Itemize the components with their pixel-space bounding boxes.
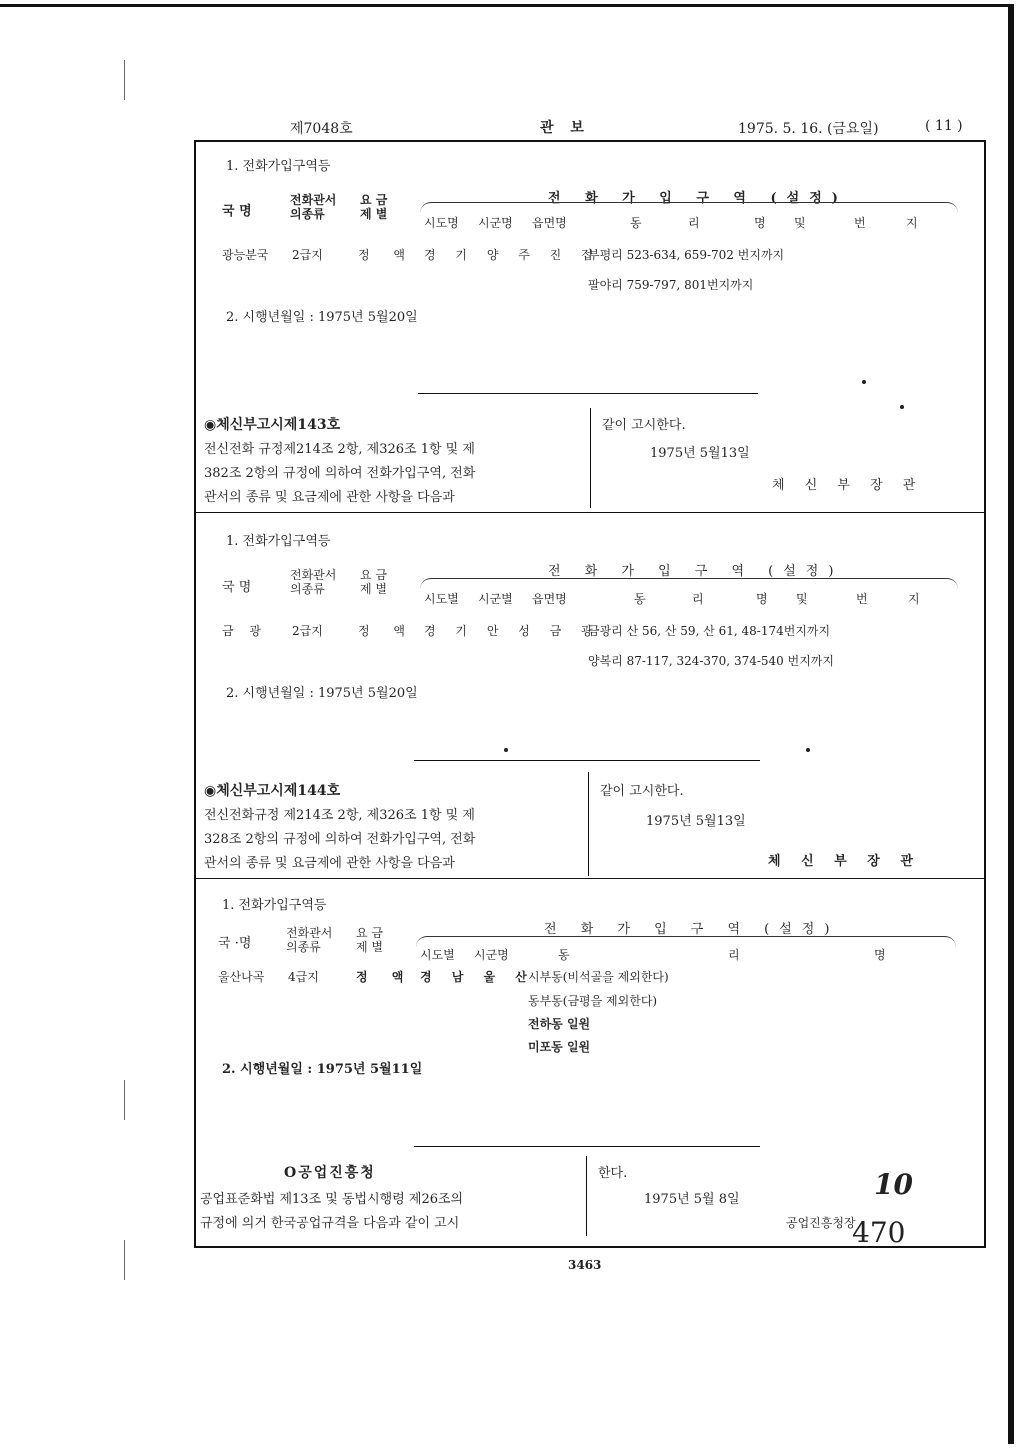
n144-row-region: 경 남 울 산 — [420, 970, 535, 984]
industry-right2: 1975년 5월 8일 — [644, 1192, 740, 1207]
n144-body3: 관서의 종류 및 요금제에 관한 사항을 다음과 — [204, 856, 455, 871]
n144-row-detail2: 동부동(금평을 제외한다) — [528, 994, 658, 1008]
s1-sub-ji: 지 — [906, 216, 918, 230]
n143-sub-sigun: 시군별 — [478, 592, 513, 606]
s1-col-fee: 요 금 제 별 — [360, 193, 388, 221]
n143-sub-dong: 동 — [634, 592, 646, 606]
n144-col-country: 국 ·명 — [218, 936, 252, 951]
s1-group-title: 전 화 가 입 구 역 (설정) — [548, 191, 848, 206]
industry-body2: 규정에 의거 한국공업규격을 다음과 같이 고시 — [200, 1216, 460, 1231]
n144-row-detail4: 미포동 일원 — [528, 1040, 591, 1054]
n144-sub-sido: 시도별 — [420, 948, 455, 962]
s1-sub-beon: 번 — [854, 216, 866, 230]
n144-row-office: 울산나곡 — [218, 970, 265, 984]
n143-body1: 전신전화 규정제214조 2항, 제326조 1항 및 제 — [204, 442, 475, 457]
industry-title: O공업진흥청 — [284, 1165, 376, 1181]
n143-sub-beon: 번 — [856, 592, 868, 606]
n144-body2: 328조 2항의 규정에 의하여 전화가입구역, 전화 — [204, 832, 476, 847]
n143-row-fee: 정 액 — [358, 624, 415, 638]
n143-item2: 2. 시행년월일 : 1975년 5월20일 — [226, 686, 418, 701]
n143-right2: 1975년 5월13일 — [650, 446, 750, 461]
n143-sub-ri: 리 — [692, 592, 704, 606]
n143-group-title: 전 화 가 입 구 역 (설정) — [548, 564, 844, 579]
n144-right1: 같이 고시한다. — [600, 784, 684, 799]
n143-row-detail1: 금광리 산 56, 산 59, 산 61, 48-174번지까지 — [588, 624, 831, 638]
s1-sub-myeong: 명 — [754, 216, 766, 230]
industry-divider — [586, 1156, 587, 1236]
n143-sub-ji: 지 — [908, 592, 920, 606]
n144-row-detail3: 전하동 일원 — [528, 1017, 591, 1031]
n144-sub-dong: 동 — [558, 948, 570, 962]
speck — [504, 748, 508, 752]
n143-right1: 같이 고시한다. — [602, 418, 686, 433]
n143-sign: 체 신 부 장 관 — [772, 478, 924, 493]
s1-item1: 1. 전화가입구역등 — [226, 159, 331, 174]
s1-sub-eup: 읍면명 — [532, 216, 567, 230]
n144-col-type: 전화관서 의종류 — [286, 926, 333, 954]
n144-item2: 2. 시행년월일 : 1975년 5월11일 — [222, 1062, 423, 1077]
footer-page-number: 3463 — [568, 1258, 602, 1272]
n143-col-fee: 요 금 제 별 — [360, 568, 387, 596]
top-edge-line — [0, 4, 1010, 7]
s1-item2: 2. 시행년월일 : 1975년 5월20일 — [226, 310, 418, 325]
n143-col-type: 전화관서 의종류 — [290, 568, 337, 596]
n144-rule — [196, 878, 984, 879]
s1-row-detail2: 팔야리 759-797, 801번지까지 — [588, 278, 754, 292]
n143-row-detail2: 양복리 87-117, 324-370, 374-540 번지까지 — [588, 654, 834, 668]
n144-sub-myeong: 명 — [874, 948, 886, 962]
n143-body2: 382조 2항의 규정에 의하여 전화가입구역, 전화 — [204, 466, 476, 481]
n144-row-fee: 정 액 — [356, 970, 414, 984]
gazette-title: 관 보 — [540, 120, 590, 136]
frame-left — [194, 140, 196, 1248]
n143-row-grade: 2급지 — [292, 624, 323, 638]
issue-number: 제7048호 — [290, 121, 353, 137]
n144-right2: 1975년 5월13일 — [646, 814, 746, 829]
n144-body1: 전신전화규정 제214조 2항, 제326조 1항 및 제 — [204, 808, 475, 823]
n144-title: ◉체신부고시제144호 — [204, 783, 341, 799]
n144-col-fee: 요 금 제 별 — [356, 926, 383, 954]
left-margin-mark — [124, 60, 125, 100]
s1-sub-dong: 동 — [630, 216, 642, 230]
s1-brace — [420, 202, 958, 213]
s1-col-country: 국 명 — [222, 204, 252, 219]
s1-col-type: 전화관서 의종류 — [290, 193, 337, 221]
left-margin-mark — [124, 1240, 125, 1280]
s1-row-fee: 정 액 — [358, 248, 415, 262]
n143-item1: 1. 전화가입구역등 — [226, 534, 331, 549]
n143-sub-mit: 및 — [796, 592, 808, 606]
industry-sign: 공업진흥청장 — [786, 1216, 856, 1230]
right-edge-line — [1008, 4, 1014, 1444]
n143-brace — [420, 578, 958, 589]
n143-rule — [196, 512, 984, 513]
n143-sub-sido: 시도별 — [424, 592, 459, 606]
s1-row-region: 경 기 양 주 진 접 — [424, 248, 601, 262]
n143-separator — [414, 760, 760, 761]
left-margin-mark — [124, 1080, 125, 1120]
n144-sub-sigun: 시군명 — [474, 948, 509, 962]
n144-separator — [414, 1146, 760, 1147]
speck — [862, 380, 866, 384]
frame-right — [984, 142, 986, 1248]
n143-row-office: 금 광 — [222, 624, 267, 638]
s1-sub-sido: 시도명 — [424, 216, 459, 230]
n144-group-title: 전 화 가 입 구 역 (설정) — [544, 922, 840, 937]
page-marker: ( 11 ) — [925, 118, 963, 134]
n143-sub-myeong: 명 — [756, 592, 768, 606]
header-rule — [196, 140, 986, 142]
n143-sub-eup: 읍면명 — [532, 592, 567, 606]
n144-sub-ri: 리 — [728, 948, 740, 962]
s1-sub-ri: 리 — [688, 216, 700, 230]
s1-row-detail1: 부평리 523-634, 659-702 번지까지 — [588, 248, 785, 262]
handwritten-10: 10 — [874, 1168, 913, 1201]
header-date: 1975. 5. 16. (금요일) — [738, 121, 879, 137]
n144-divider — [588, 772, 589, 876]
industry-right1: 한다. — [598, 1166, 628, 1181]
n144-row-grade: 4급지 — [288, 970, 319, 984]
n143-divider — [590, 408, 591, 508]
speck — [900, 405, 904, 409]
n144-sign: 체 신 부 장 관 — [768, 854, 921, 869]
n143-title: ◉체신부고시제143호 — [204, 417, 341, 433]
s1-separator — [418, 393, 758, 394]
handwritten-470: 470 — [852, 1216, 906, 1249]
n143-body3: 관서의 종류 및 요금제에 관한 사항을 다음과 — [204, 490, 455, 505]
s1-sub-mit: 및 — [794, 216, 806, 230]
s1-sub-sigun: 시군명 — [478, 216, 513, 230]
industry-body1: 공업표준화법 제13조 및 동법시행령 제26조의 — [200, 1192, 464, 1207]
n144-item1: 1. 전화가입구역등 — [222, 898, 327, 913]
n143-row-region: 경 기 안 성 금 광 — [424, 624, 601, 638]
n144-row-detail1: 시부동(비석골을 제외한다) — [528, 970, 669, 984]
speck — [806, 748, 810, 752]
s1-row-office: 광능분국 — [222, 248, 269, 262]
s1-row-grade: 2급지 — [292, 248, 323, 262]
n143-col-country: 국 명 — [222, 580, 252, 595]
